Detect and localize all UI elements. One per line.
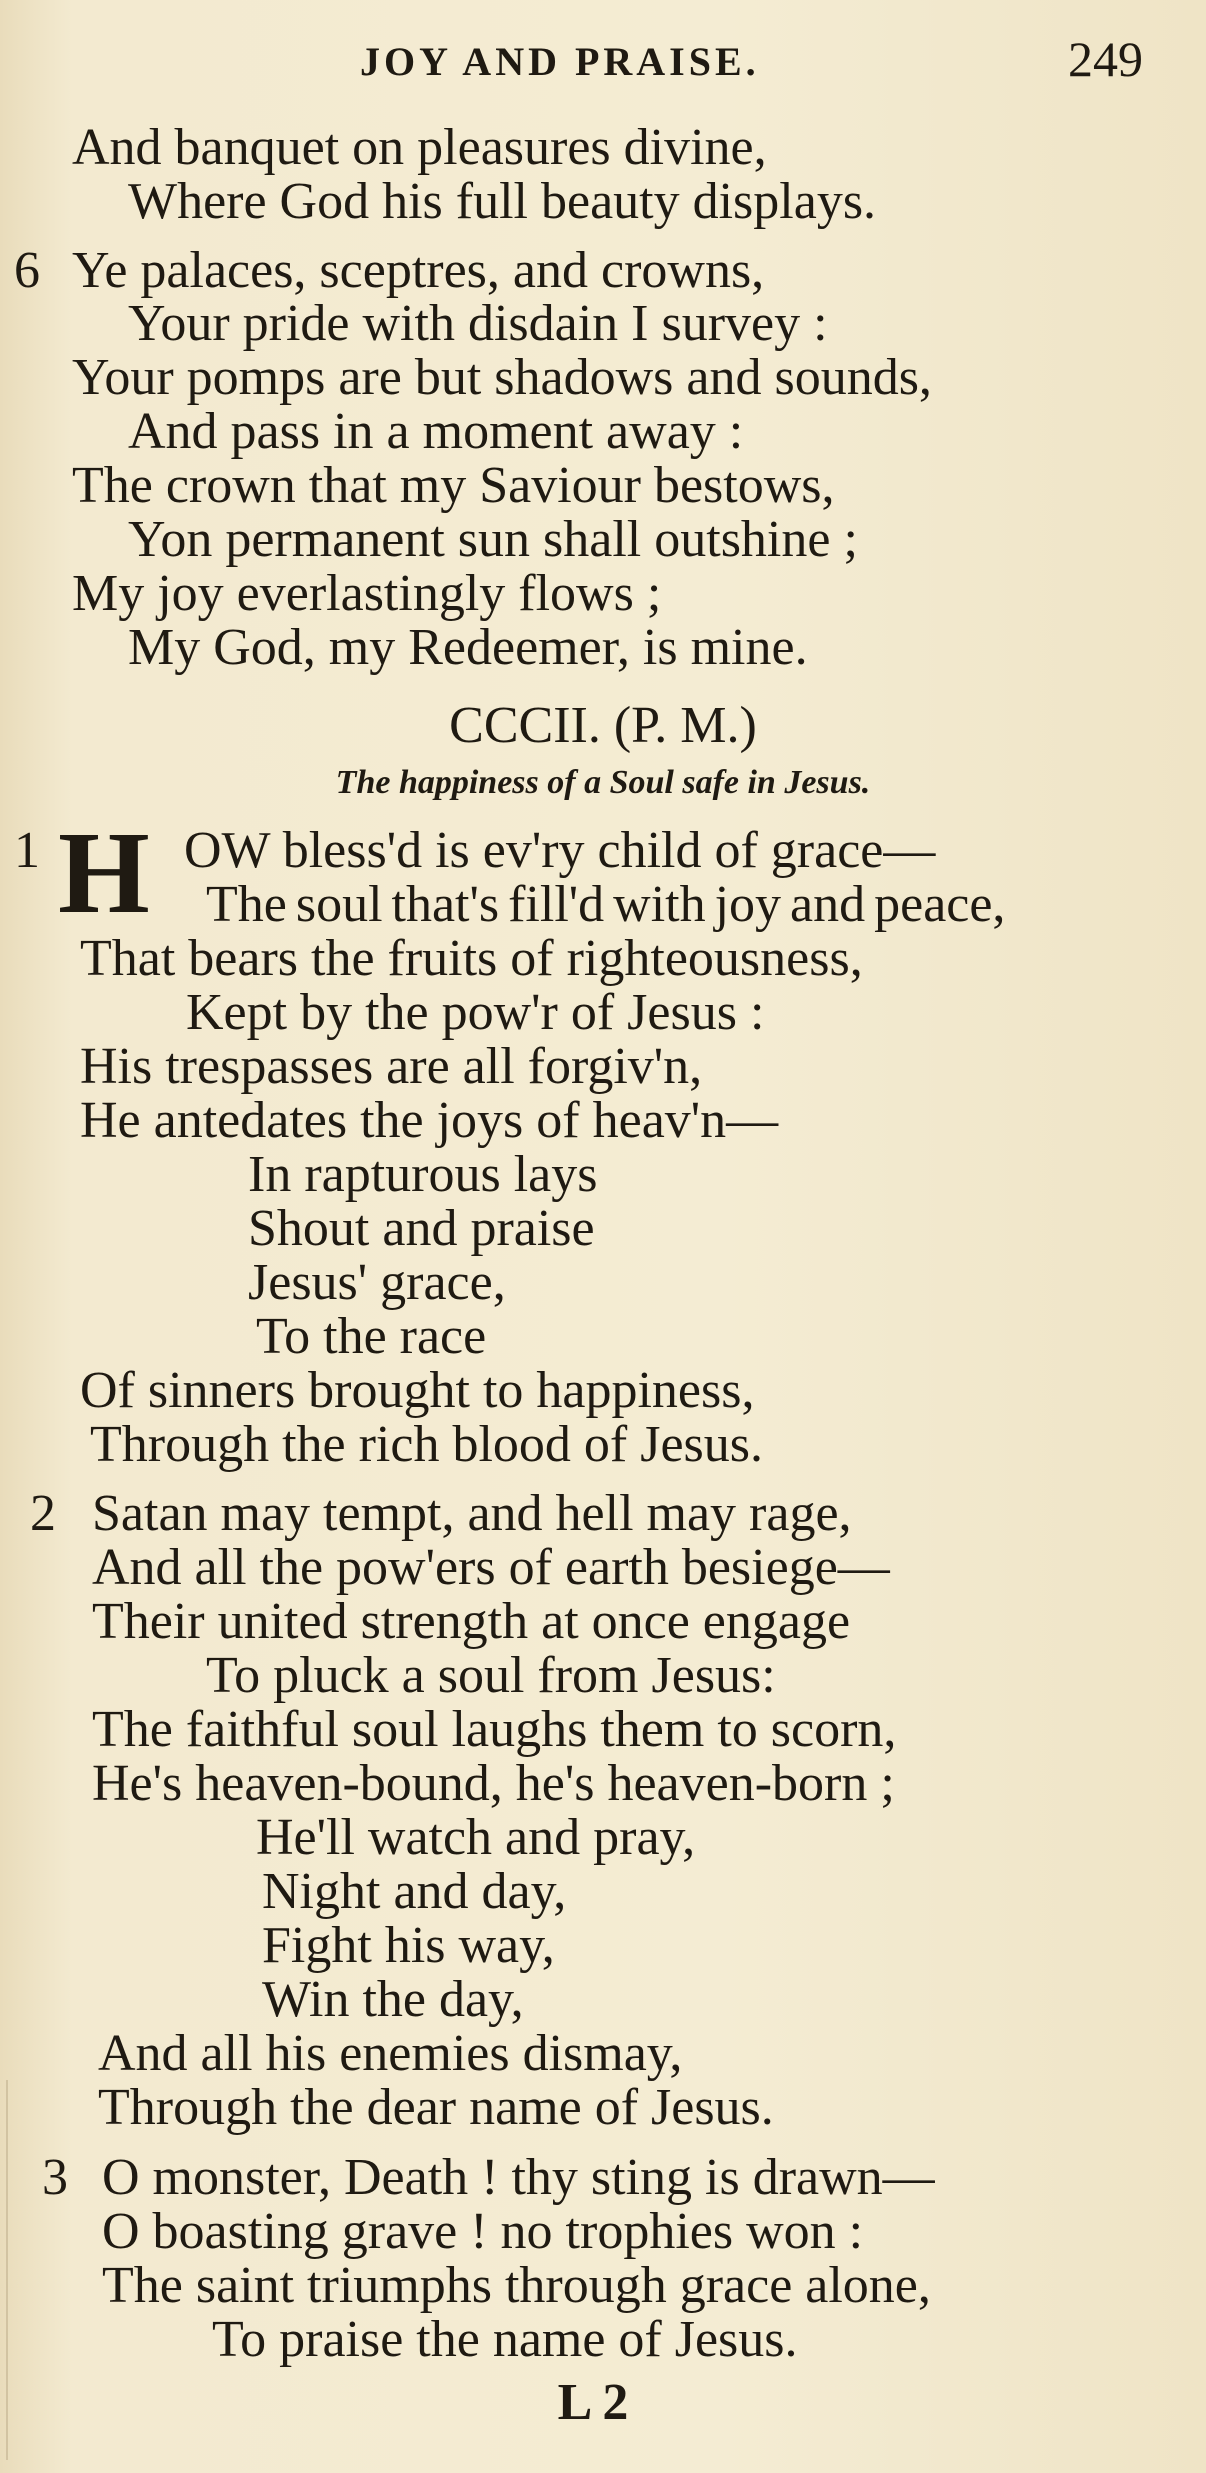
verse-line: My joy everlastingly flows ; xyxy=(72,565,662,622)
verse-line: And all the pow'ers of earth besiege— xyxy=(92,1539,890,1596)
verse-number: 3 xyxy=(42,2149,68,2206)
verse-line: Your pomps are but shadows and sounds, xyxy=(72,349,932,406)
verse-line: To pluck a soul from Jesus: xyxy=(206,1647,776,1704)
verse-number: 2 xyxy=(30,1485,56,1542)
running-head: JOY AND PRAISE. xyxy=(360,39,760,84)
verse-line: To praise the name of Jesus. xyxy=(212,2311,798,2368)
verse-number: 1 xyxy=(14,822,40,879)
drop-capital: H xyxy=(58,807,150,938)
verse-line: Of sinners brought to happiness, xyxy=(80,1362,755,1419)
verse-line: The saint triumphs through grace alone, xyxy=(102,2257,931,2314)
verse-line: He antedates the joys of heav'n— xyxy=(80,1092,779,1149)
verse-line: Through the dear name of Jesus. xyxy=(98,2079,774,2136)
verse-line: Jesus' grace, xyxy=(248,1254,506,1311)
page-number: 249 xyxy=(1068,31,1143,87)
verse-line: Where God his full beauty displays. xyxy=(128,173,877,230)
printer-signature: L 2 xyxy=(557,2374,629,2431)
verse-line: Satan may tempt, and hell may rage, xyxy=(92,1485,852,1542)
verse-line: That bears the fruits of righteousness, xyxy=(80,930,863,987)
verse-line: He's heaven-bound, he's heaven-born ; xyxy=(92,1755,895,1812)
verse-line: Through the rich blood of Jesus. xyxy=(90,1416,764,1473)
verse-line: And all his enemies dismay, xyxy=(98,2025,683,2082)
verse-line: Shout and praise xyxy=(248,1200,595,1257)
hymn-title: CCCII. (P. M.) xyxy=(449,697,757,754)
verse-line: And pass in a moment away : xyxy=(128,403,744,460)
verse-line: His trespasses are all forgiv'n, xyxy=(80,1038,703,1095)
verse-line: In rapturous lays xyxy=(248,1146,598,1203)
page-header xyxy=(0,30,1206,90)
verse-line: Yon permanent sun shall outshine ; xyxy=(128,511,858,568)
verse-line: Kept by the pow'r of Jesus : xyxy=(186,984,765,1041)
stanza-number: 6 xyxy=(14,242,40,299)
verse-line: To the race xyxy=(256,1308,487,1365)
verse-line: The crown that my Saviour bestows, xyxy=(72,457,835,514)
verse-line: Win the day, xyxy=(262,1971,524,2028)
verse-line: Your pride with disdain I survey : xyxy=(128,295,828,352)
verse-line: The soul that's fill'd with joy and peace, xyxy=(206,876,1006,933)
verse-line: The faithful soul laughs them to scorn, xyxy=(92,1701,897,1758)
verse-line: O boasting grave ! no trophies won : xyxy=(102,2203,864,2260)
verse-line: O monster, Death ! thy sting is drawn— xyxy=(102,2149,935,2206)
verse-line: Ye palaces, sceptres, and crowns, xyxy=(72,242,765,299)
verse-line: He'll watch and pray, xyxy=(256,1809,696,1866)
verse-line: My God, my Redeemer, is mine. xyxy=(128,619,808,676)
verse-line: And banquet on pleasures divine, xyxy=(72,119,767,176)
verse-line: Their united strength at once engage xyxy=(92,1593,851,1650)
verse-line: Fight his way, xyxy=(262,1917,555,1974)
verse-line: Night and day, xyxy=(262,1863,567,1920)
verse-line: OW bless'd is ev'ry child of grace— xyxy=(184,822,936,879)
hymn-subtitle: The happiness of a Soul safe in Jesus. xyxy=(335,764,871,801)
